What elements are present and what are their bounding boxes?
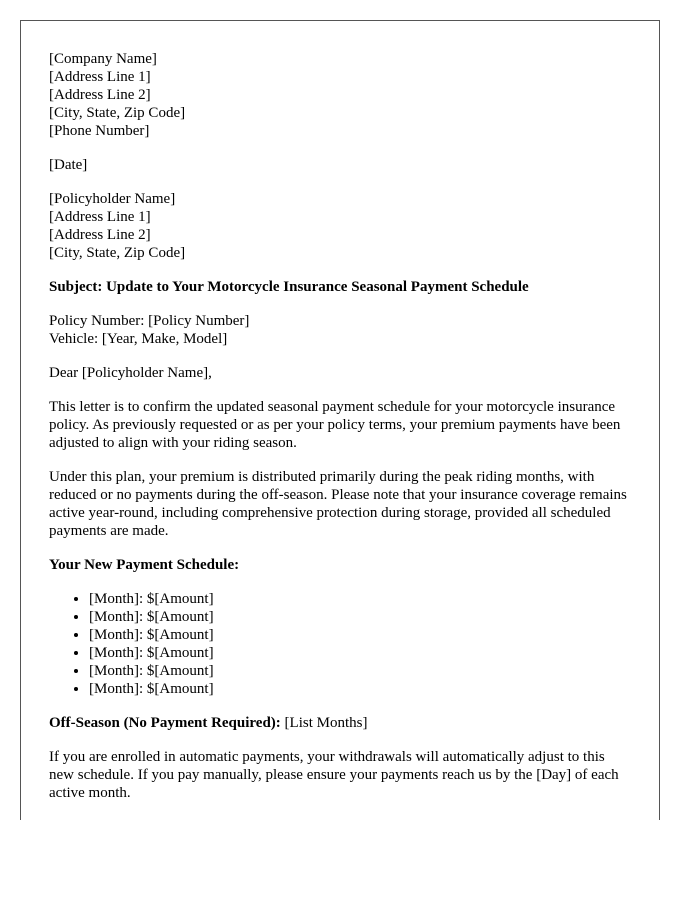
recipient-address-line-1: [Address Line 1] bbox=[49, 209, 151, 225]
date-text: [Date] bbox=[49, 157, 88, 173]
sender-company-name: [Company Name] bbox=[49, 51, 157, 67]
letter-page bbox=[20, 20, 660, 820]
sender-address-line-2: [Address Line 2] bbox=[49, 87, 151, 103]
schedule-item: • [Month]: $[Amount] bbox=[89, 644, 631, 662]
payment-schedule-list bbox=[49, 590, 631, 698]
automatic-payments-paragraph: If you are enrolled in automatic payments, your withdrawals will automatically adjust to this new schedule. If you pay manually, please ensure your payments reach us by the [Day] of each active month. bbox=[49, 749, 619, 801]
policy-number: Policy Number: [Policy Number] bbox=[49, 313, 250, 329]
policy-details bbox=[49, 312, 631, 348]
salutation: Dear [Policyholder Name], bbox=[49, 365, 212, 381]
sender-city-state-zip: [City, State, Zip Code] bbox=[49, 105, 186, 121]
schedule-item: • [Month]: $[Amount] bbox=[89, 608, 631, 626]
letter-date bbox=[49, 156, 631, 174]
schedule-heading: Your New Payment Schedule: bbox=[49, 557, 240, 573]
recipient-name: [Policyholder Name] bbox=[49, 191, 176, 207]
schedule-item: • [Month]: $[Amount] bbox=[89, 680, 631, 698]
schedule-item: • [Month]: $[Amount] bbox=[89, 662, 631, 680]
vehicle-info: Vehicle: [Year, Make, Model] bbox=[49, 331, 228, 347]
off-season-line bbox=[49, 714, 631, 732]
sender-phone: [Phone Number] bbox=[49, 123, 150, 139]
schedule-item: • [Month]: $[Amount] bbox=[89, 590, 631, 608]
intro-paragraph: This letter is to confirm the updated seasonal payment schedule for your motorcycle insurance policy. As previously requested or as per your policy terms, your premium payments have been adjusted to align with your riding season. bbox=[49, 399, 621, 451]
schedule-item: • [Month]: $[Amount] bbox=[89, 626, 631, 644]
off-season-value: [List Months] bbox=[280, 715, 368, 731]
sender-address-line-1: [Address Line 1] bbox=[49, 69, 151, 85]
sender-address bbox=[49, 50, 631, 140]
recipient-address-line-2: [Address Line 2] bbox=[49, 227, 151, 243]
letter-subject: Subject: Update to Your Motorcycle Insurance Seasonal Payment Schedule bbox=[49, 279, 529, 295]
off-season-label: Off-Season (No Payment Required): bbox=[49, 715, 281, 731]
recipient-address bbox=[49, 190, 631, 262]
plan-paragraph: Under this plan, your premium is distributed primarily during the peak riding months, with reduced or no payments during the off-season. Please note that your insurance coverage remains active year-round, including comprehensive protection during storage, provided all scheduled payments are made. bbox=[49, 469, 627, 539]
recipient-city-state-zip: [City, State, Zip Code] bbox=[49, 245, 186, 261]
